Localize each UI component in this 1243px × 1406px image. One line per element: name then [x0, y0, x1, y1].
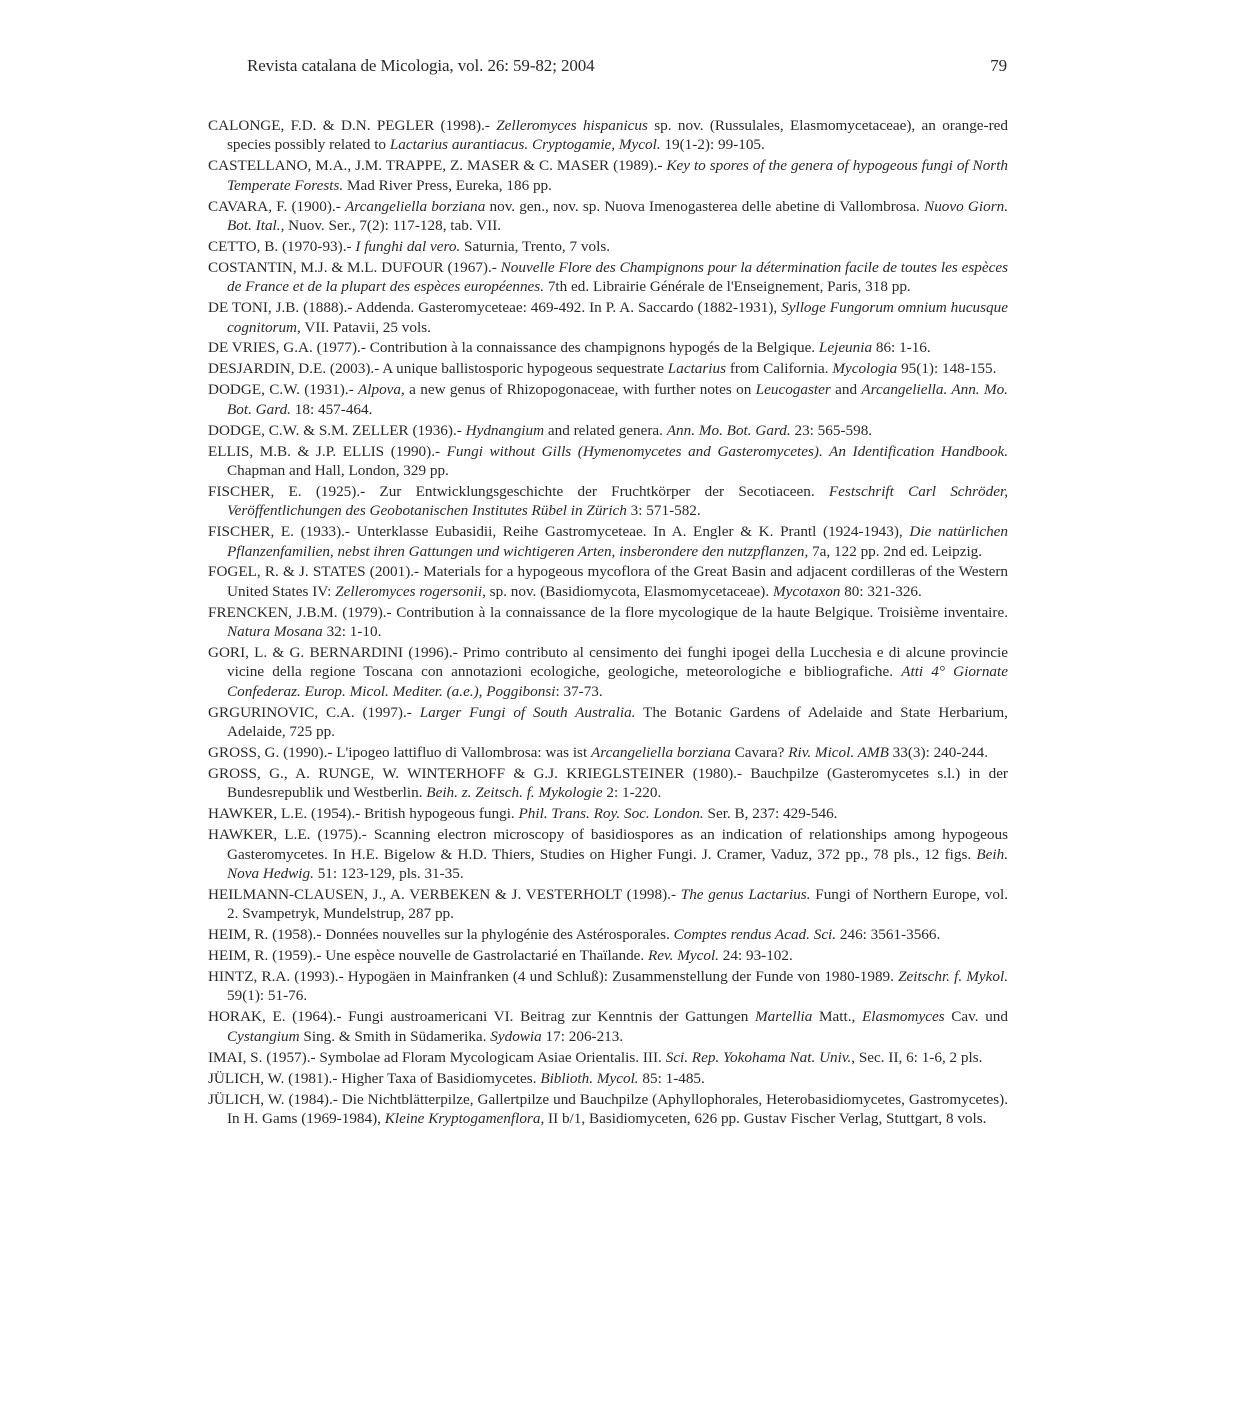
reference-text: 80: 321-326.	[840, 582, 922, 600]
reference-entry	[208, 421, 1008, 440]
italic-text: Comptes rendus Acad. Sci.	[673, 926, 837, 944]
reference-text: JÜLICH, W. (1984).- Die Nichtblätterpilze, Gallertpilze und Bauchpilze (Aphyllophorales, Heterobasidiomycetes, Gastromycetes). In H. Gams (1969-1984),	[208, 1090, 1008, 1127]
reference-text: 95(1): 148-155.	[897, 360, 997, 378]
italic-text: Nouvelle Flore des Champignons pour la détermination facile de toutes les espèces de France et de la plupart des espèces européennes.	[227, 258, 1008, 296]
reference-entry	[208, 1048, 1008, 1067]
reference-entry	[208, 1007, 1008, 1046]
reference-text: 32: 1-10.	[322, 623, 382, 641]
reference-text: , a new genus of Rhizopogonaceae, with further notes on	[401, 381, 756, 399]
reference-entry	[208, 764, 1008, 803]
reference-entry	[208, 442, 1008, 481]
reference-text: Chapman and Hall, London, 329 pp.	[227, 461, 449, 479]
reference-text: Matt.,	[812, 1008, 862, 1026]
reference-entry	[208, 562, 1008, 601]
reference-entry	[208, 359, 1008, 378]
italic-text: Cystangium	[227, 1027, 300, 1045]
reference-text: HORAK, E. (1964).- Fungi austroamericani VI. Beitrag zur Kenntnis der Gattungen	[208, 1008, 755, 1026]
italic-text: Key to spores of the genera of hypogeous fungi of North Temperate Forests.	[227, 157, 1009, 194]
reference-text: : 37-73.	[555, 682, 603, 700]
italic-text: I funghi dal vero.	[355, 237, 461, 255]
reference-text: Saturnia, Trento, 7 vols.	[460, 237, 611, 255]
reference-entry	[208, 603, 1008, 642]
italic-text: Mycologia	[832, 360, 898, 378]
reference-list	[208, 116, 1008, 1130]
reference-text: HEIM, R. (1958).- Données nouvelles sur la phylogénie des Astérosporales.	[208, 926, 674, 944]
reference-text: Cavara?	[730, 744, 789, 762]
italic-text: Zelleromyces rogersonii	[335, 582, 483, 600]
reference-entry	[208, 804, 1008, 823]
reference-text: DESJARDIN, D.E. (2003).- A unique ballistosporic hypogeous sequestrate	[208, 360, 668, 378]
italic-text: Sci. Rep. Yokohama Nat. Univ.	[665, 1048, 852, 1066]
reference-text: Sing. & Smith in Südamerika.	[299, 1027, 491, 1045]
reference-entry	[208, 522, 1008, 561]
reference-entry	[208, 1069, 1008, 1088]
reference-text: CAVARA, F. (1900).-	[208, 197, 345, 215]
reference-text: GORI, L. & G. BERNARDINI (1996).- Primo contributo al censimento dei funghi ipogei della Lucchesia e di alcune provincie vicine della regione Toscana con annotazioni ecologiche, geologiche, meteorologiche e bibliografiche.	[208, 644, 1008, 681]
italic-text: Fungi without Gills (Hymenomycetes and Gasteromycetes). An Identification Handbook.	[446, 442, 1008, 460]
reference-text: and	[830, 381, 862, 399]
reference-text: HINTZ, R.A. (1993).- Hypogäen in Mainfranken (4 und Schluß): Zusammenstellung der Funde von 1980-1989.	[208, 968, 899, 986]
italic-text: Larger Fungi of South Australia.	[419, 703, 636, 721]
italic-text: Ann. Mo. Bot. Gard.	[666, 421, 791, 439]
reference-text: GRGURINOVIC, C.A. (1997).-	[208, 703, 420, 721]
italic-text: Lejeunia	[818, 339, 873, 357]
italic-text: Natura Mosana	[227, 623, 323, 641]
reference-text: HEILMANN-CLAUSEN, J., A. VERBEKEN & J. VESTERHOLT (1998).-	[208, 885, 681, 903]
italic-text: Riv. Micol. AMB	[788, 744, 889, 762]
reference-entry	[208, 380, 1008, 419]
italic-text: Arcangeliella. Ann. Mo. Bot. Gard.	[227, 381, 1008, 418]
reference-text: GROSS, G. (1990).- L'ipogeo lattifluo di Vallombrosa: was ist	[208, 744, 591, 762]
italic-text: The genus Lactarius.	[680, 885, 811, 903]
reference-text: 23: 565-598.	[790, 421, 873, 439]
italic-text: Die natürlichen Pflanzenfamilien, nebst ihren Gattungen und wichtigeren Arten, insberondere den nutzpflanzen	[227, 523, 1008, 560]
reference-text: 33(3): 240-244.	[888, 744, 989, 762]
reference-text: , 7a, 122 pp. 2nd ed. Leipzig.	[804, 542, 983, 560]
reference-text: 2: 1-220.	[602, 784, 662, 802]
reference-text: The Botanic Gardens of Adelaide and State Herbarium, Adelaide, 725 pp.	[227, 703, 1008, 741]
italic-text: Hydnangium	[465, 421, 545, 439]
reference-entry	[208, 298, 1008, 337]
italic-text: Alpova	[357, 381, 402, 399]
reference-text: DODGE, C.W. & S.M. ZELLER (1936).-	[208, 421, 466, 439]
reference-text: DE VRIES, G.A. (1977).- Contribution à la connaissance des champignons hypogés de la Belgique.	[208, 339, 819, 357]
italic-text: Sylloge Fungorum omnium hucusque cognitorum	[227, 299, 1008, 336]
reference-text: , sp. nov. (Basidiomycota, Elasmomycetaceae).	[482, 582, 773, 600]
italic-text: Rev. Mycol.	[648, 947, 719, 965]
reference-text: FISCHER, E. (1925).- Zur Entwicklungsgeschichte der Fruchtkörper der Secotiaceen.	[208, 482, 829, 500]
reference-text: FRENCKEN, J.B.M. (1979).- Contribution à la connaissance de la flore mycologique de la haute Belgique. Troisième inventaire.	[208, 603, 1008, 621]
reference-text: 85: 1-485.	[638, 1069, 705, 1087]
italic-text: Zeitschr. f. Mykol.	[898, 968, 1008, 986]
reference-text: FISCHER, E. (1933).- Unterklasse Eubasidii, Reihe Gastromyceteae. In A. Engler & K. Prantl (1924-1943),	[208, 523, 910, 541]
reference-entry	[208, 197, 1008, 236]
reference-text: Cav. und	[944, 1008, 1008, 1026]
italic-text: Phil. Trans. Roy. Soc. London.	[518, 805, 704, 823]
reference-text: 18: 457-464.	[290, 400, 373, 418]
reference-text: sp. nov. (Russulales, Elasmomycetaceae), an orange-red species possibly related to	[227, 117, 1008, 154]
italic-text: Lactarius aurantiacus. Cryptogamie, Mycol.	[389, 136, 661, 154]
reference-text: 246: 3561-3566.	[836, 926, 941, 944]
italic-text: Biblioth. Mycol.	[540, 1069, 639, 1087]
reference-text: DODGE, C.W. (1931).-	[208, 381, 358, 399]
italic-text: Mycotaxon	[772, 582, 841, 600]
italic-text: Beih. z. Zeitsch. f. Mykologie	[426, 784, 603, 802]
reference-entry	[208, 643, 1008, 701]
running-header	[247, 56, 1007, 80]
italic-text: Arcangeliella borziana	[345, 197, 486, 215]
italic-text: Arcangeliella borziana	[590, 744, 731, 762]
reference-text: HAWKER, L.E. (1954).- British hypogeous fungi.	[208, 805, 519, 823]
reference-text: 86: 1-16.	[872, 339, 931, 357]
journal-citation: Revista catalana de Micologia, vol. 26: 59-82; 2004	[247, 56, 595, 75]
reference-entry	[208, 967, 1008, 1006]
page-number: 79	[990, 56, 1007, 75]
reference-text: Mad River Press, Eureka, 186 pp.	[343, 176, 552, 194]
reference-entry	[208, 946, 1008, 965]
reference-entry	[208, 925, 1008, 944]
reference-text: 51: 123-129, pls. 31-35.	[313, 865, 464, 883]
reference-text: COSTANTIN, M.J. & M.L. DUFOUR (1967).-	[208, 258, 501, 276]
italic-text: Atti 4° Giornate Confederaz. Europ. Micol. Mediter. (a.e.), Poggibonsi	[227, 663, 1008, 700]
reference-text: CALONGE, F.D. & D.N. PEGLER (1998).-	[208, 117, 497, 134]
reference-entry	[208, 258, 1008, 297]
reference-entry	[208, 338, 1008, 357]
reference-text: 17: 206-213.	[541, 1027, 624, 1045]
italic-text: Sydowia	[490, 1027, 542, 1045]
reference-text: CASTELLANO, M.A., J.M. TRAPPE, Z. MASER & C. MASER (1989).-	[208, 157, 667, 175]
reference-text: Fungi of Northern Europe, vol. 2. Svampetryk, Mundelstrup, 287 pp.	[227, 885, 1008, 923]
reference-entry	[208, 482, 1008, 521]
reference-text: ELLIS, M.B. & J.P. ELLIS (1990).-	[208, 442, 447, 460]
italic-text: Leucogaster	[755, 381, 831, 399]
italic-text: Lactarius	[667, 360, 727, 378]
reference-text: nov. gen., nov. sp. Nuova Imenogasterea delle abetine di Vallombrosa.	[485, 197, 925, 215]
reference-text: , Sec. II, 6: 1-6, 2 pls.	[851, 1048, 983, 1066]
reference-text: FOGEL, R. & J. STATES (2001).- Materials for a hypogeous mycoflora of the Great Basin and adjacent cordilleras of the Western United States IV:	[208, 563, 1008, 600]
italic-text: Elasmomyces	[861, 1008, 945, 1026]
reference-text: GROSS, G., A. RUNGE, W. WINTERHOFF & G.J. KRIEGLSTEINER (1980).- Bauchpilze (Gasteromycetes s.l.) in der Bundesrepublik und Westberlin.	[208, 765, 1008, 802]
italic-text: Kleine Kryptogamenflora	[384, 1109, 541, 1127]
reference-text: , Nuov. Ser., 7(2): 117-128, tab. VII.	[280, 217, 502, 235]
reference-text: CETTO, B. (1970-93).-	[208, 237, 356, 255]
reference-text: 24: 93-102.	[718, 947, 793, 965]
reference-text: from California.	[726, 360, 833, 378]
reference-entry	[208, 885, 1008, 924]
italic-text: Nuovo Giorn. Bot. Ital.	[227, 197, 1008, 235]
reference-entry	[208, 1090, 1008, 1129]
italic-text: Beih. Nova Hedwig.	[227, 845, 1008, 883]
reference-text: 19(1-2): 99-105.	[660, 136, 765, 154]
reference-entry	[208, 116, 1008, 155]
reference-entry	[208, 743, 1008, 762]
reference-entry	[208, 825, 1008, 883]
reference-entry	[208, 237, 1008, 256]
italic-text: Martellia	[754, 1008, 813, 1026]
italic-text: Zelleromyces hispanicus	[496, 117, 648, 134]
reference-text: JÜLICH, W. (1981).- Higher Taxa of Basidiomycetes.	[208, 1069, 541, 1087]
reference-text: 7th ed. Librairie Générale de l'Enseignement, Paris, 318 pp.	[544, 278, 911, 296]
reference-text: 3: 571-582.	[626, 502, 701, 520]
reference-text: IMAI, S. (1957).- Symbolae ad Floram Mycologicam Asiae Orientalis. III.	[208, 1048, 666, 1066]
reference-text: HAWKER, L.E. (1975).- Scanning electron microscopy of basidiospores as an indication of relationships among hypogeous Gasteromycetes. In H.E. Bigelow & H.D. Thiers, Studies on Higher Fungi. J. Cramer, Vaduz, 372 pp., 78 pls., 12 figs.	[208, 826, 1008, 863]
reference-text: , II b/1, Basidiomyceten, 626 pp. Gustav Fischer Verlag, Stuttgart, 8 vols.	[540, 1109, 987, 1127]
reference-text: Ser. B, 237: 429-546.	[703, 805, 838, 823]
reference-text: DE TONI, J.B. (1888).- Addenda. Gasteromyceteae: 469-492. In P. A. Saccardo (1882-1931),	[208, 299, 782, 317]
italic-text: Festschrift Carl Schröder, Veröffentlichungen des Geobotanischen Institutes Rübel in Zürich	[227, 482, 1009, 520]
reference-entry	[208, 703, 1008, 742]
reference-text: HEIM, R. (1959).- Une espèce nouvelle de Gastrolactarié en Thaïlande.	[208, 947, 648, 965]
reference-text: , VII. Patavii, 25 vols.	[297, 318, 431, 336]
reference-text: 59(1): 51-76.	[227, 987, 308, 1005]
reference-entry	[208, 156, 1008, 195]
reference-text: and related genera.	[544, 421, 667, 439]
